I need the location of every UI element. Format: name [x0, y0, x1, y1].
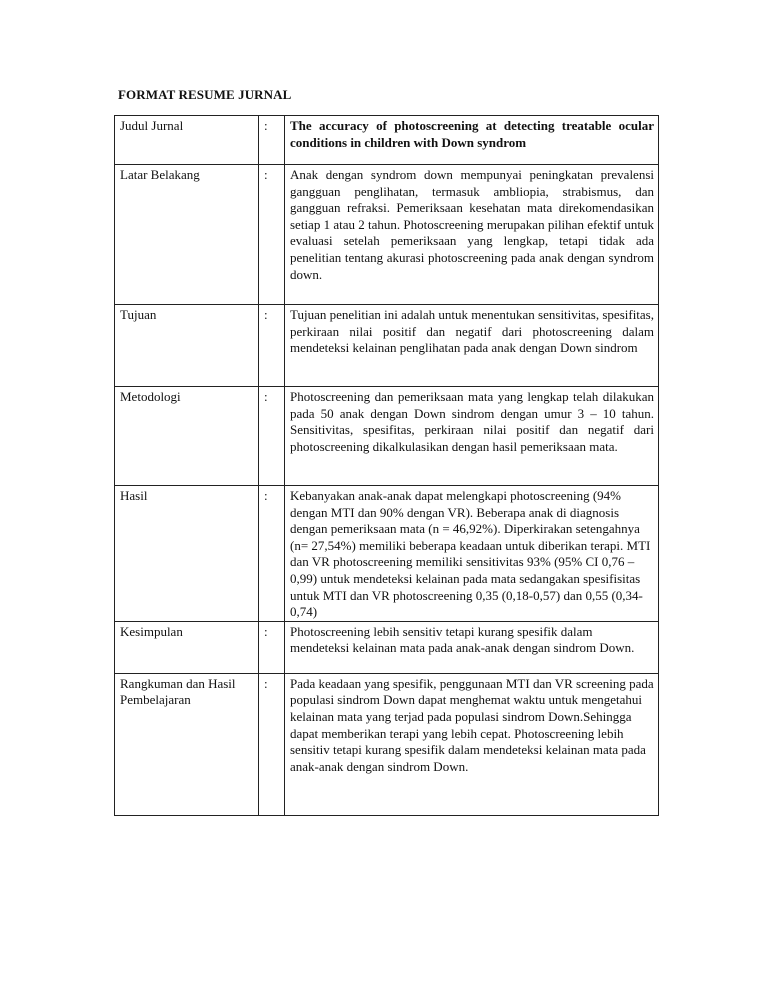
row-label: Tujuan: [115, 305, 259, 387]
row-label: Latar Belakang: [115, 165, 259, 305]
row-value: Photoscreening lebih sensitiv tetapi kurang spesifik dalam mendeteksi kelainan mata pada anak-anak dengan sindrom Down.: [285, 621, 659, 673]
row-value: The accuracy of photoscreening at detecting treatable ocular conditions in children with Down syndrom: [285, 116, 659, 165]
row-colon: :: [259, 621, 285, 673]
row-value: Tujuan penelitian ini adalah untuk menentukan sensitivitas, spesifitas, perkiraan nilai positif dan negatif dari photoscreening dalam mendeteksi kelainan penglihatan pada anak dengan Down sindrom: [285, 305, 659, 387]
row-colon: :: [259, 165, 285, 305]
row-label: Kesimpulan: [115, 621, 259, 673]
row-value: Pada keadaan yang spesifik, penggunaan MTI dan VR screening pada populasi sindrom Down dapat menghemat waktu untuk mengetahui kelainan mata yang terjad pada populasi sindrom Down.Sehingga dapat memberikan terapi yang lebih cepat. Photoscreening lebih sensitiv tetapi kurang spesifik dalam mendeteksi kelainan mata pada anak-anak dengan sindrom Down.: [285, 673, 659, 815]
row-value: Kebanyakan anak-anak dapat melengkapi photoscreening (94% dengan MTI dan 90% dengan VR). Beberapa anak di diagnosis dengan pemeriksaan mata (n = 46,92%). Diperkirakan setengahnya (n= 27,54%) memiliki beberapa keadaan untuk diberikan terapi. MTI dan VR photoscreening memiliki sensitivitas 93% (95% CI 0,76 – 0,99) untuk mendeteksi kelainan pada mata sedangakan spesifisitas untuk MTI dan VR photoscreening 0,35 (0,18-0,57) dan 0,55 (0,34-0,74): [285, 486, 659, 622]
row-colon: :: [259, 116, 285, 165]
row-tujuan: [115, 305, 659, 387]
row-colon: :: [259, 486, 285, 622]
row-latar-belakang: [115, 165, 659, 305]
row-judul-jurnal: [115, 116, 659, 165]
row-colon: :: [259, 387, 285, 486]
row-label: Rangkuman dan Hasil Pembelajaran: [115, 673, 259, 815]
document-title: FORMAT RESUME JURNAL: [118, 87, 292, 102]
row-colon: :: [259, 305, 285, 387]
row-label: Judul Jurnal: [115, 116, 259, 165]
resume-table: [114, 115, 659, 816]
row-value: Photoscreening dan pemeriksaan mata yang lengkap telah dilakukan pada 50 anak dengan Down sindrom dengan umur 3 – 10 tahun. Sensitivitas, spesifitas, perkiraan nilai positif dan negatif dari photoscreening dikalkulasikan dengan hasil pemeriksaan mata.: [285, 387, 659, 486]
row-metodologi: [115, 387, 659, 486]
row-label: Hasil: [115, 486, 259, 622]
row-label: Metodologi: [115, 387, 259, 486]
row-kesimpulan: [115, 621, 659, 673]
row-rangkuman: [115, 673, 659, 815]
row-value: Anak dengan syndrom down mempunyai peningkatan prevalensi gangguan penglihatan, termasuk ambliopia, strabismus, dan gangguan refraksi. Pemeriksaan kesehatan mata direkomendasikan setiap 1 atau 2 tahun. Photoscreening merupakan pilihan efektif untuk evaluasi setelah pemeriksaan yang lengkap, tetapi tidak ada penelitian tentang akurasi photoscreening pada anak dengan syndrom down.: [285, 165, 659, 305]
row-colon: :: [259, 673, 285, 815]
row-hasil: [115, 486, 659, 622]
